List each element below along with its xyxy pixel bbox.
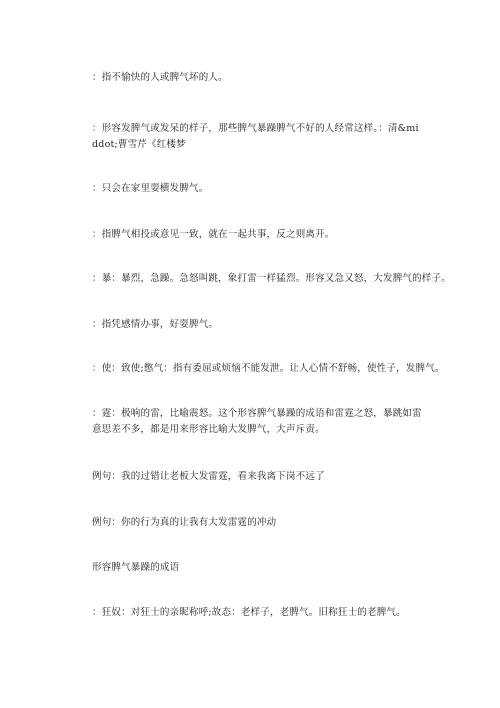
paragraph-1: ：指不愉快的人或脾气坏的人。 — [92, 72, 228, 83]
paragraph-4: ：指脾气相投或意见一致，就在一起共事，反之则离开。 — [92, 229, 335, 240]
paragraph-8: ：霆：极响的雷，比喻震怒。这个形容脾气暴躁的成语和雷霆之怒，暴跳如雷意思差不多，都是用来形容比喻大发脾气，大声斥责。 — [92, 408, 422, 435]
paragraph-9: ：狂奴：对狂士的亲昵称呼;故态：老样子，老脾气。旧称狂士的老脾气。 — [92, 607, 406, 618]
example-sentence-1: 例句：我的过错让老板大发雷霆，看来我离下岗不远了 — [92, 471, 325, 482]
section-heading: 形容脾气暴躁的成语 — [92, 562, 180, 573]
paragraph-7: ：使：致使;憋气：指有委屈或烦恼不能发泄。让人心情不舒畅，使性子，发脾气。 — [92, 363, 445, 374]
paragraph-5: ：暴：暴烈，急躁。急怒叫跳，象打雷一样猛烈。形容又急又怒，大发脾气的样子。 — [92, 273, 451, 284]
paragraph-3: ：只会在家里耍横发脾气。 — [92, 183, 209, 194]
example-sentence-2: 例句：你的行为真的让我有大发雷霆的冲动 — [92, 517, 277, 528]
paragraph-6: ：指凭感情办事，好耍脾气。 — [92, 319, 219, 330]
paragraph-2: ：形容发脾气或发呆的样子，那些脾气暴躁脾气不好的人经常这样。：清&middot;曹雪芹《红楼梦 — [92, 123, 419, 150]
